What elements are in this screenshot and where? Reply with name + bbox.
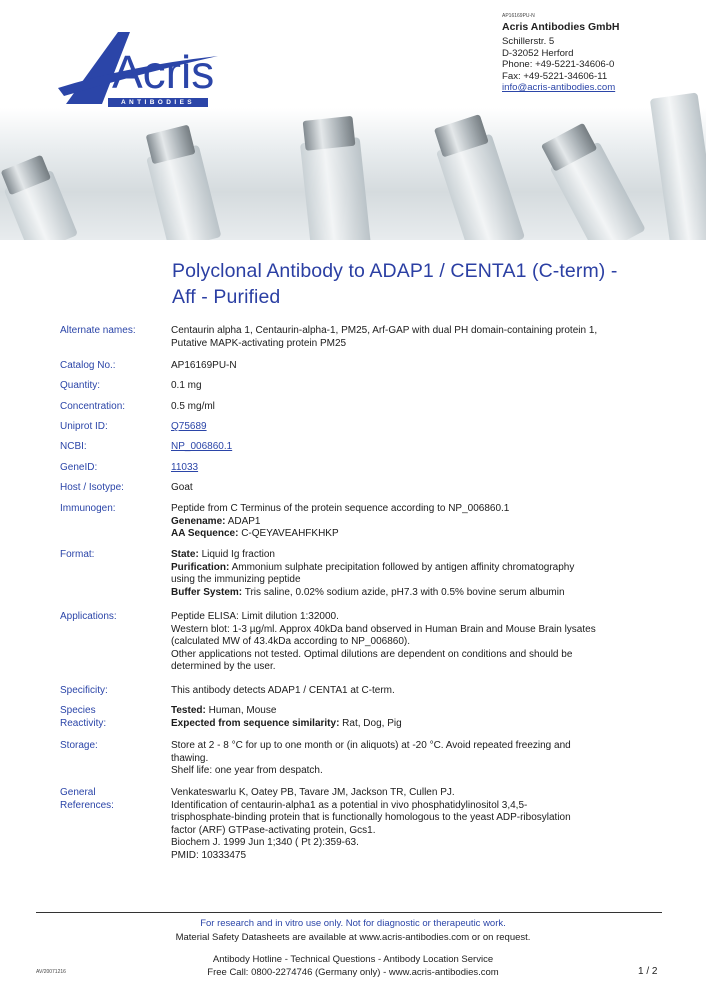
app-line-5: determined by the user. — [171, 661, 276, 673]
concentration-value: 0.5 mg/ml — [171, 401, 215, 412]
catalog-label: Catalog No.: — [60, 360, 116, 371]
concentration-label: Concentration: — [60, 401, 126, 412]
page-title: Polyclonal Antibody to ADAP1 / CENTA1 (C-term) - Aff - Purified — [172, 260, 618, 308]
doc-id: AV/20071216 — [36, 969, 66, 975]
ref-line-5: Biochem J. 1999 Jun 1;340 ( Pt 2):359-63. — [171, 837, 359, 849]
footer-divider — [36, 912, 662, 913]
app-line-1: Peptide ELISA: Limit dilution 1:32000. — [171, 611, 339, 622]
buffer-value: Tris saline, 0.02% sodium azide, pH7.3 with 0.5% bovine serum albumin — [242, 586, 565, 598]
doc-code: AP16169PU-N — [502, 13, 535, 19]
state-value: Liquid Ig fraction — [198, 549, 275, 560]
ncbi-link[interactable]: NP_006860.1 — [171, 441, 233, 452]
app-line-4: Other applications not tested. Optimal dilutions are dependent on conditions and should be — [171, 648, 573, 660]
purification-key: Purification: — [171, 561, 230, 573]
app-line-2: Western blot: 1-3 µg/ml. Approx 40kDa band observed in Human Brain and Mouse Brain lysates — [171, 623, 596, 635]
aa-sequence-key: AA Sequence: — [171, 528, 239, 540]
references-label-2: References: — [60, 799, 114, 811]
species-reactivity-label — [60, 705, 106, 730]
immunogen-line: Peptide from C Terminus of the protein sequence according to NP_006860.1 — [171, 503, 510, 514]
uniprot-link[interactable]: Q75689 — [171, 421, 207, 432]
tested-key: Tested: — [171, 705, 206, 716]
ref-line-6: PMID: 10333475 — [171, 849, 247, 861]
uniprot-label: Uniprot ID: — [60, 421, 108, 432]
email-link[interactable]: info@acris-antibodies.com — [502, 82, 616, 94]
buffer-key: Buffer System: — [171, 586, 243, 598]
phone: Phone: +49-5221-34606-0 — [502, 59, 615, 71]
host-label: Host / Isotype: — [60, 482, 124, 493]
references-label — [60, 787, 114, 812]
storage-label: Storage: — [60, 740, 98, 751]
alt-line-1: Centaurin alpha 1, Centaurin-alpha-1, PM25, Arf-GAP with dual PH domain-containing protein 1, — [171, 325, 598, 336]
format-value — [171, 549, 651, 599]
genename-key: Genename: — [171, 515, 226, 527]
genename-value: ADAP1 — [225, 515, 261, 527]
footer-research-notice: For research and in vitro use only. Not for diagnostic or therapeutic work. — [200, 918, 506, 929]
alternate-names-label: Alternate names: — [60, 325, 136, 336]
host-value: Goat — [171, 482, 193, 493]
species-reactivity-value — [171, 705, 651, 730]
species-label-1: Species — [60, 705, 96, 716]
ref-line-3: trisphosphate-binding protein that is functionally homologous to the yeast ADP-ribosylation — [171, 812, 571, 824]
purification-line-2: using the immunizing peptide — [171, 574, 301, 586]
expected-value: Rat, Dog, Pig — [339, 717, 402, 729]
company-name: Acris Antibodies GmbH — [502, 21, 620, 33]
street: Schillerstr. 5 — [502, 36, 555, 48]
applications-value — [171, 611, 651, 674]
geneid-link[interactable]: 11033 — [171, 462, 199, 473]
quantity-label: Quantity: — [60, 380, 101, 391]
state-key: State: — [171, 549, 199, 560]
alternate-names-value — [171, 325, 651, 350]
storage-line-2: thawing. — [171, 752, 209, 764]
ref-line-1: Venkateswarlu K, Oatey PB, Tavare JM, Jackson TR, Cullen PJ. — [171, 787, 455, 798]
city: D-32052 Herford — [502, 47, 574, 59]
logo-text: Acris — [112, 46, 215, 98]
format-label: Format: — [60, 549, 95, 560]
page-number: 1 / 2 — [638, 966, 658, 977]
ref-line-4: factor (ARF) GTPase-activating protein, Gcs1. — [171, 824, 376, 836]
storage-line-1: Store at 2 - 8 °C for up to one month or (in aliquots) at -20 °C. Avoid repeated freezing and — [171, 740, 571, 751]
purification-value: Ammonium sulphate precipitation followed by antigen affinity chromatography — [229, 561, 575, 573]
ref-line-2: Identification of centaurin-alpha1 as a potential in vivo phosphatidylinositol 3,4,5- — [171, 799, 528, 811]
fax: Fax: +49-5221-34606-11 — [502, 70, 608, 82]
references-value — [171, 787, 651, 863]
footer-free-call: Free Call: 0800-2274746 (Germany only) - www.acris-antibodies.com — [207, 967, 499, 978]
references-label-1: General — [60, 787, 96, 798]
applications-label: Applications: — [60, 611, 117, 622]
tested-value: Human, Mouse — [205, 705, 277, 716]
geneid-label: GeneID: — [60, 462, 98, 473]
storage-line-3: Shelf life: one year from despatch. — [171, 765, 323, 777]
footer-msds-notice: Material Safety Datasheets are available at www.acris-antibodies.com or on request. — [175, 932, 531, 943]
logo-subtitle: ANTIBODIES — [108, 98, 208, 107]
alt-line-2: Putative MAPK-activating protein PM25 — [171, 337, 347, 349]
aa-sequence-value: C-QEYAVEAHFKHKP — [238, 528, 339, 540]
immunogen-label: Immunogen: — [60, 503, 116, 514]
storage-value — [171, 740, 651, 778]
quantity-value: 0.1 mg — [171, 380, 202, 391]
species-label-2: Reactivity: — [60, 717, 107, 729]
catalog-value: AP16169PU-N — [171, 360, 237, 371]
expected-key: Expected from sequence similarity: — [171, 717, 340, 729]
ncbi-label: NCBI: — [60, 441, 87, 452]
app-line-3: (calculated MW of 43.4kDa according to NP_006860). — [171, 636, 411, 648]
specificity-label: Specificity: — [60, 685, 108, 696]
specificity-value: This antibody detects ADAP1 / CENTA1 at C-term. — [171, 685, 395, 696]
footer-hotline: Antibody Hotline - Technical Questions - Antibody Location Service — [212, 954, 494, 965]
immunogen-value — [171, 503, 651, 541]
